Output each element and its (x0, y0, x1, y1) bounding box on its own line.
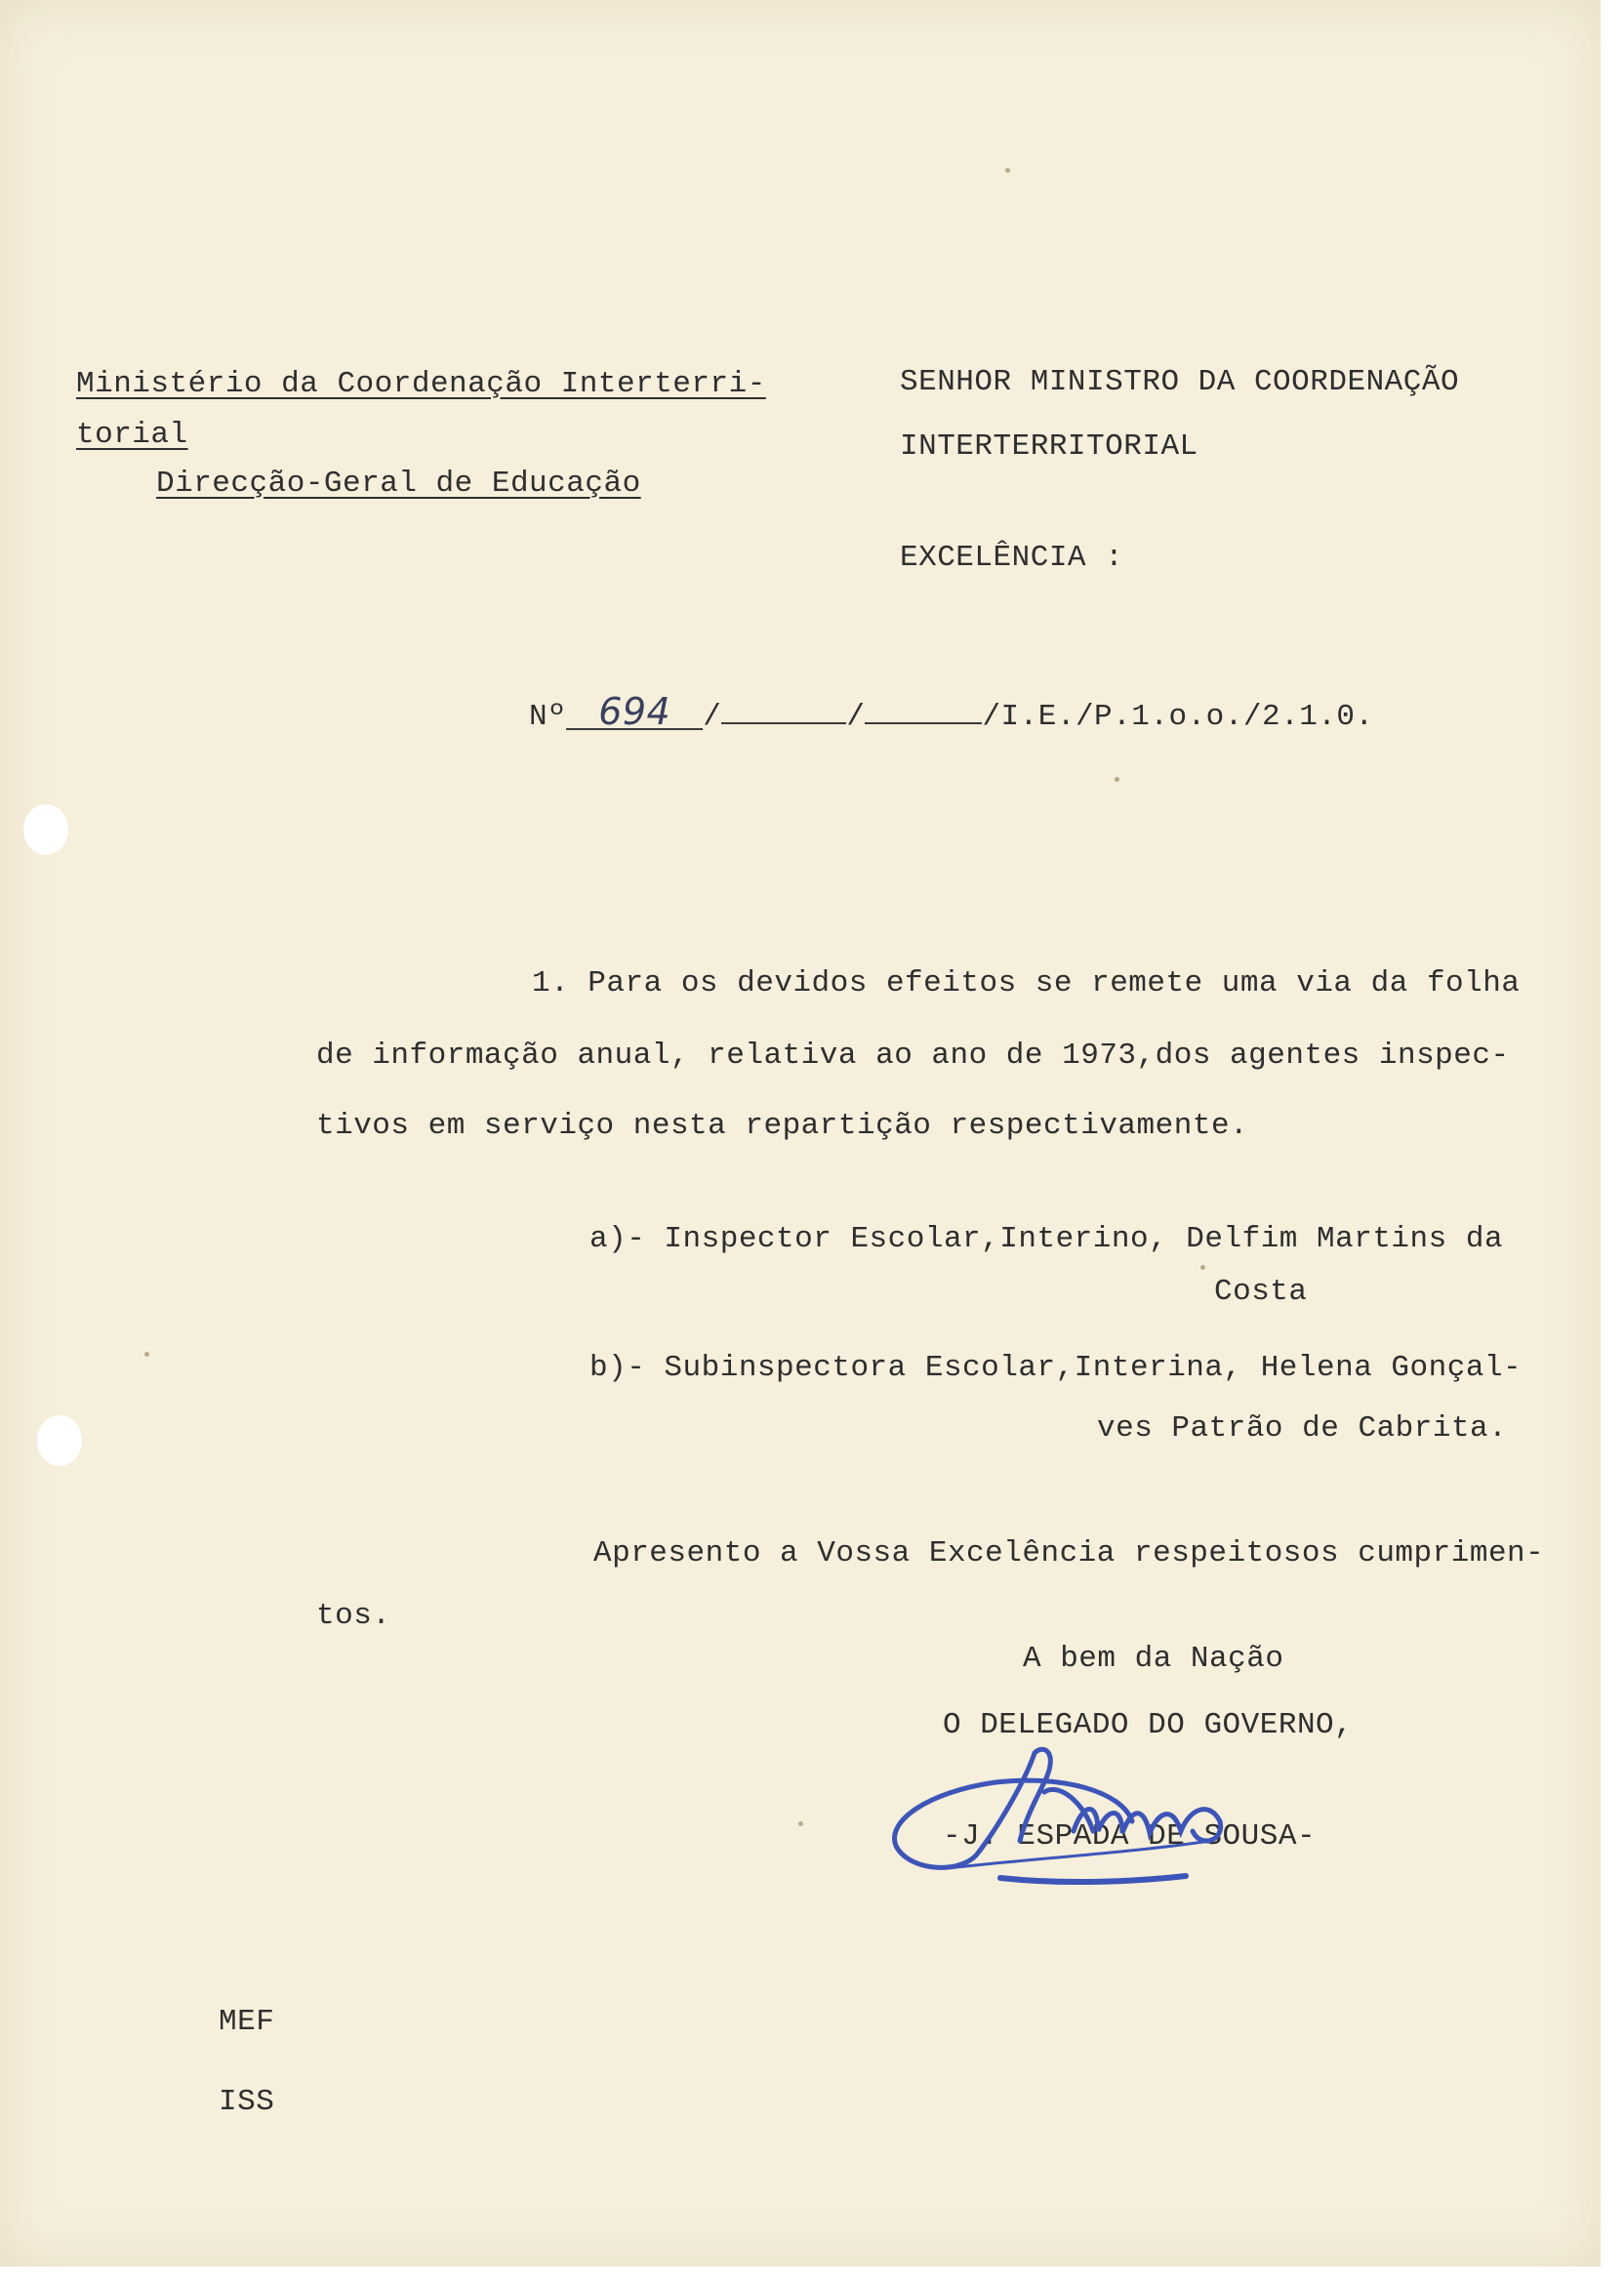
directorate-line: Direcção-Geral de Educação (156, 467, 641, 501)
ministry-line-2: torial (76, 418, 188, 452)
paper-speck (1200, 1265, 1205, 1270)
paragraph-1-line-2: de informação anual, relativa ao ano de 1973,dos agentes inspec- (316, 1039, 1510, 1073)
reference-suffix: /I.E./P.1.o.o./2.1.0. (982, 700, 1374, 734)
salutation: EXCELÊNCIA : (900, 541, 1124, 575)
item-a-line-2: Costa (1214, 1275, 1308, 1309)
signatory-name: -J. ESPADA DE SOUSA- (943, 1819, 1317, 1854)
paper-speck (1005, 168, 1010, 173)
reference-number-handwritten: 694 (566, 695, 703, 730)
closing-line-2: tos. (316, 1599, 391, 1633)
paper-speck (1115, 777, 1119, 782)
punch-hole-top (23, 804, 68, 855)
paper-speck (144, 1352, 149, 1357)
reference-blank-2 (865, 697, 982, 724)
reference-prefix: Nº (529, 700, 567, 734)
reference-number: Nº 694 / / /I.E./P.1.o.o./2.1.0. (529, 690, 1374, 734)
item-b-line-1: b)- Subinspectora Escolar,Interina, Helena Gonçal- (589, 1351, 1522, 1385)
closing-line-1: Apresento a Vossa Excelência respeitosos cumprimen- (593, 1536, 1545, 1570)
paragraph-1-line-3: tivos em serviço nesta repartição respectivamente. (316, 1109, 1249, 1143)
initials-line-2: ISS (219, 2085, 275, 2119)
item-b-line-2: ves Patrão de Cabrita. (1097, 1411, 1508, 1446)
delegate-title: O DELEGADO DO GOVERNO, (943, 1708, 1354, 1742)
punch-hole-bottom (37, 1415, 82, 1466)
item-a-line-1: a)- Inspector Escolar,Interino, Delfim Martins da (589, 1222, 1504, 1256)
reference-blank-1 (721, 697, 846, 724)
ministry-line-1: Ministério da Coordenação Interterri- (76, 367, 766, 401)
paper-speck (798, 1821, 803, 1826)
handwritten-signature (888, 1685, 1337, 1909)
addressee-line-1: SENHOR MINISTRO DA COORDENAÇÃO (900, 365, 1460, 399)
motto: A bem da Nação (1023, 1642, 1284, 1676)
addressee-line-2: INTERTERRITORIAL (900, 429, 1198, 464)
paragraph-1-line-1: 1. Para os devidos efeitos se remete uma via da folha (532, 966, 1521, 1000)
initials-line-1: MEF (219, 2005, 275, 2039)
